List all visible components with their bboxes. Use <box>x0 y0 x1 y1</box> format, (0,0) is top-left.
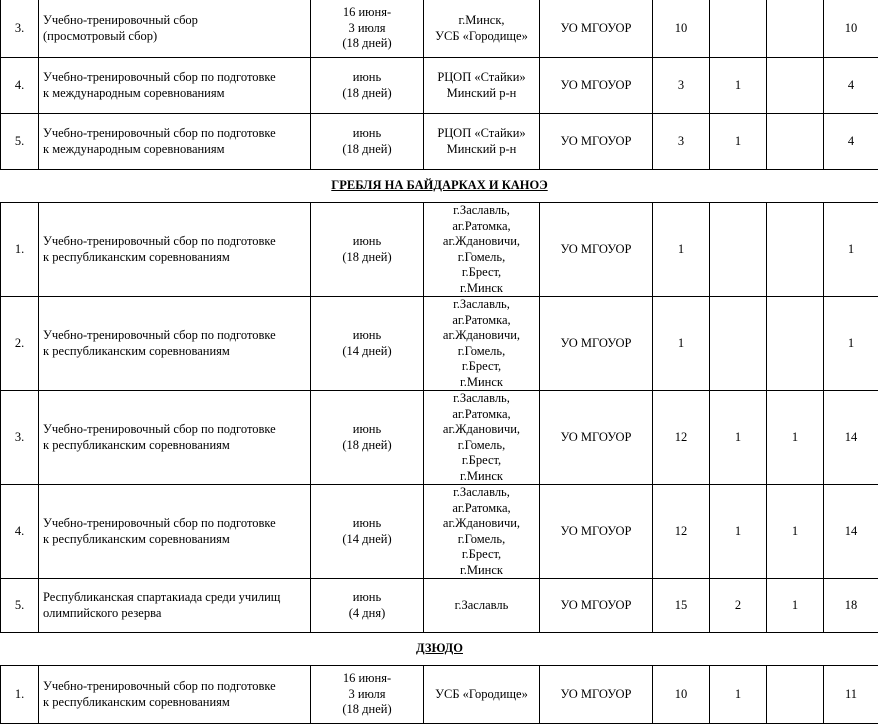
organizer: УО МГОУОР <box>540 297 653 391</box>
cell-line: 3 июля <box>315 687 419 703</box>
table-row <box>1 114 878 170</box>
count-c2: 1 <box>710 485 767 579</box>
cell-line: июнь <box>315 70 419 86</box>
cell-line: аг.Ждановичи, <box>428 516 535 532</box>
cell-line: к республиканским соревнованиям <box>43 344 306 360</box>
cell-line: (18 дней) <box>315 702 419 718</box>
cell-line: г.Гомель, <box>428 250 535 266</box>
event-place <box>424 485 540 579</box>
cell-line: Минский р-н <box>428 86 535 102</box>
cell-line: 16 июня- <box>315 5 419 21</box>
cell-line: УСБ «Городище» <box>428 29 535 45</box>
cell-line: 3 июля <box>315 21 419 37</box>
count-c3: 1 <box>767 485 824 579</box>
count-c1: 3 <box>653 114 710 170</box>
table-row <box>1 485 878 579</box>
organizer: УО МГОУОР <box>540 579 653 633</box>
count-c3 <box>767 0 824 58</box>
cell-line: РЦОП «Стайки» <box>428 126 535 142</box>
cell-line: г.Брест, <box>428 359 535 375</box>
count-c1: 1 <box>653 203 710 297</box>
event-dates <box>311 203 424 297</box>
event-place <box>424 203 540 297</box>
event-dates <box>311 297 424 391</box>
cell-line: г.Минск <box>428 563 535 579</box>
count-total: 4 <box>824 58 878 114</box>
count-total: 14 <box>824 391 878 485</box>
count-c3 <box>767 203 824 297</box>
event-place <box>424 0 540 58</box>
count-total: 1 <box>824 203 878 297</box>
count-c2 <box>710 0 767 58</box>
row-number: 5. <box>1 579 39 633</box>
event-name <box>39 203 311 297</box>
count-total: 14 <box>824 485 878 579</box>
event-dates <box>311 485 424 579</box>
organizer: УО МГОУОР <box>540 0 653 58</box>
event-dates <box>311 579 424 633</box>
cell-line: аг.Ратомка, <box>428 219 535 235</box>
cell-line: г.Заславль <box>428 598 535 614</box>
event-place <box>424 114 540 170</box>
cell-line: аг.Ждановичи, <box>428 234 535 250</box>
cell-line: (18 дней) <box>315 250 419 266</box>
count-c3: 1 <box>767 391 824 485</box>
row-number: 4. <box>1 58 39 114</box>
count-c3 <box>767 114 824 170</box>
cell-line: г.Заславль, <box>428 203 535 219</box>
cell-line: Учебно-тренировочный сбор по подготовке <box>43 328 306 344</box>
cell-line: УСБ «Городище» <box>428 687 535 703</box>
count-total: 18 <box>824 579 878 633</box>
event-place <box>424 297 540 391</box>
event-name <box>39 58 311 114</box>
cell-line: г.Брест, <box>428 547 535 563</box>
count-total: 4 <box>824 114 878 170</box>
count-c2 <box>710 297 767 391</box>
cell-line: (18 дней) <box>315 438 419 454</box>
row-number: 5. <box>1 114 39 170</box>
count-c2: 1 <box>710 114 767 170</box>
cell-line: июнь <box>315 126 419 142</box>
cell-line: г.Заславль, <box>428 391 535 407</box>
cell-line: июнь <box>315 422 419 438</box>
table-row <box>1 203 878 297</box>
cell-line: аг.Ратомка, <box>428 407 535 423</box>
row-number: 1. <box>1 203 39 297</box>
cell-line: (18 дней) <box>315 36 419 52</box>
table-body <box>1 0 878 724</box>
organizer: УО МГОУОР <box>540 485 653 579</box>
count-total: 10 <box>824 0 878 58</box>
count-total: 11 <box>824 666 878 724</box>
count-c1: 15 <box>653 579 710 633</box>
count-c1: 3 <box>653 58 710 114</box>
cell-line: июнь <box>315 328 419 344</box>
cell-line: г.Гомель, <box>428 438 535 454</box>
cell-line: к республиканским соревнованиям <box>43 532 306 548</box>
count-c2: 1 <box>710 391 767 485</box>
count-c2: 1 <box>710 666 767 724</box>
event-place <box>424 58 540 114</box>
cell-line: (14 дней) <box>315 532 419 548</box>
cell-line: 16 июня- <box>315 671 419 687</box>
table-row <box>1 0 878 58</box>
event-name <box>39 485 311 579</box>
cell-line: Минский р-н <box>428 142 535 158</box>
organizer: УО МГОУОР <box>540 114 653 170</box>
section-header-row <box>1 633 878 666</box>
cell-line: олимпийского резерва <box>43 606 306 622</box>
cell-line: Учебно-тренировочный сбор по подготовке <box>43 422 306 438</box>
cell-line: Учебно-тренировочный сбор по подготовке <box>43 679 306 695</box>
cell-line: г.Минск, <box>428 13 535 29</box>
cell-line: июнь <box>315 516 419 532</box>
cell-line: к международным соревнованиям <box>43 142 306 158</box>
count-c1: 12 <box>653 485 710 579</box>
cell-line: (18 дней) <box>315 142 419 158</box>
cell-line: июнь <box>315 234 419 250</box>
event-name <box>39 297 311 391</box>
table-row <box>1 391 878 485</box>
cell-line: Учебно-тренировочный сбор по подготовке <box>43 516 306 532</box>
count-c2 <box>710 203 767 297</box>
cell-line: аг.Ратомка, <box>428 501 535 517</box>
cell-line: Учебно-тренировочный сбор <box>43 13 306 29</box>
cell-line: г.Брест, <box>428 453 535 469</box>
cell-line: г.Заславль, <box>428 485 535 501</box>
organizer: УО МГОУОР <box>540 666 653 724</box>
event-dates <box>311 391 424 485</box>
row-number: 3. <box>1 391 39 485</box>
cell-line: аг.Ратомка, <box>428 313 535 329</box>
organizer: УО МГОУОР <box>540 391 653 485</box>
cell-line: к международным соревнованиям <box>43 86 306 102</box>
cell-line: к республиканским соревнованиям <box>43 250 306 266</box>
event-name <box>39 579 311 633</box>
organizer: УО МГОУОР <box>540 203 653 297</box>
count-c3 <box>767 58 824 114</box>
section-title: ГРЕБЛЯ НА БАЙДАРКАХ И КАНОЭ <box>1 170 878 203</box>
row-number: 2. <box>1 297 39 391</box>
cell-line: г.Гомель, <box>428 344 535 360</box>
row-number: 1. <box>1 666 39 724</box>
cell-line: г.Брест, <box>428 265 535 281</box>
cell-line: Учебно-тренировочный сбор по подготовке <box>43 70 306 86</box>
cell-line: г.Минск <box>428 375 535 391</box>
table-row <box>1 579 878 633</box>
table-row <box>1 58 878 114</box>
cell-line: к республиканским соревнованиям <box>43 695 306 711</box>
cell-line: июнь <box>315 590 419 606</box>
row-number: 3. <box>1 0 39 58</box>
count-c1: 1 <box>653 297 710 391</box>
cell-line: г.Минск <box>428 281 535 297</box>
row-number: 4. <box>1 485 39 579</box>
cell-line: РЦОП «Стайки» <box>428 70 535 86</box>
table-row <box>1 297 878 391</box>
cell-line: (14 дней) <box>315 344 419 360</box>
cell-line: г.Гомель, <box>428 532 535 548</box>
event-place <box>424 391 540 485</box>
section-title: ДЗЮДО <box>1 633 878 666</box>
count-c1: 12 <box>653 391 710 485</box>
event-dates <box>311 0 424 58</box>
cell-line: г.Минск <box>428 469 535 485</box>
cell-line: (18 дней) <box>315 86 419 102</box>
cell-line: аг.Ждановичи, <box>428 422 535 438</box>
event-place <box>424 579 540 633</box>
count-total: 1 <box>824 297 878 391</box>
count-c1: 10 <box>653 0 710 58</box>
count-c1: 10 <box>653 666 710 724</box>
section-header-row <box>1 170 878 203</box>
cell-line: Учебно-тренировочный сбор по подготовке <box>43 126 306 142</box>
cell-line: к республиканским соревнованиям <box>43 438 306 454</box>
event-name <box>39 114 311 170</box>
event-name <box>39 0 311 58</box>
event-dates <box>311 114 424 170</box>
event-dates <box>311 58 424 114</box>
cell-line: (просмотровый сбор) <box>43 29 306 45</box>
cell-line: Учебно-тренировочный сбор по подготовке <box>43 234 306 250</box>
event-name <box>39 391 311 485</box>
count-c2: 2 <box>710 579 767 633</box>
cell-line: г.Заславль, <box>428 297 535 313</box>
cell-line: аг.Ждановичи, <box>428 328 535 344</box>
count-c2: 1 <box>710 58 767 114</box>
count-c3 <box>767 297 824 391</box>
cell-line: Республиканская спартакиада среди училищ <box>43 590 306 606</box>
cell-line: (4 дня) <box>315 606 419 622</box>
organizer: УО МГОУОР <box>540 58 653 114</box>
count-c3: 1 <box>767 579 824 633</box>
